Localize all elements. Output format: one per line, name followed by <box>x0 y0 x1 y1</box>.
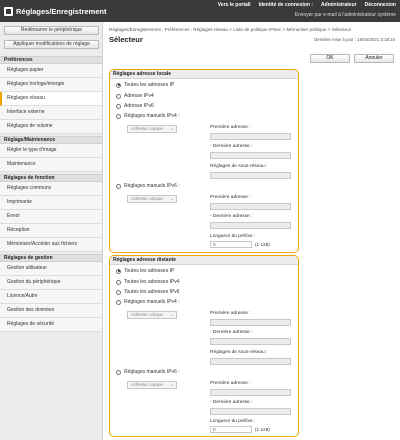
local-ipv6-address-type-select[interactable] <box>127 195 177 203</box>
radio-button-icon[interactable] <box>116 94 121 99</box>
app-title: Réglages/Enregistrement <box>16 7 107 16</box>
last-updated: Dernière mise à jour : 15/04/2021 3:18:15 <box>313 37 395 42</box>
radio-button-icon[interactable] <box>116 290 121 295</box>
option-label: Réglages manuels IPv6 : <box>124 183 180 189</box>
sidebar-item-license[interactable]: Licence/Autre <box>0 290 102 304</box>
first-address-label: Première adresse : <box>210 311 251 316</box>
select-value: Adresse unique <box>131 382 163 387</box>
sidebar-item-common[interactable]: Réglages communs <box>0 182 102 196</box>
last-address-label: - Dernière adresse : <box>210 214 253 219</box>
option-label: Adresse IPv4 <box>124 93 154 99</box>
select-value: Adresse unique <box>131 312 163 317</box>
remote-option-manual-ipv6[interactable] <box>116 369 180 375</box>
local-option-manual-ipv4[interactable] <box>116 113 180 119</box>
page-title: Sélecteur <box>109 35 143 44</box>
chevron-down-icon: ⌄ <box>169 196 174 202</box>
select-value: Adresse unique <box>131 196 163 201</box>
ok-button[interactable]: OK <box>310 54 350 63</box>
user-name: Administrateur <box>321 2 357 8</box>
remote-option-all-ipv4[interactable] <box>116 279 180 285</box>
first-address-label: Première adresse : <box>210 381 251 386</box>
option-label: Réglages manuels IPv6 : <box>124 369 180 375</box>
local-ipv4-subnet-input[interactable] <box>210 172 291 179</box>
option-label: Réglages manuels IPv4 : <box>124 113 180 119</box>
remote-ipv4-address-type-select[interactable] <box>127 311 177 319</box>
sidebar-item-clock-energy[interactable]: Réglages horloge/énergie <box>0 78 102 92</box>
sidebar-item-printer[interactable]: Imprimante <box>0 196 102 210</box>
radio-button-icon[interactable] <box>116 104 121 109</box>
radio-button-icon[interactable] <box>116 114 121 119</box>
local-option-manual-ipv6[interactable] <box>116 183 180 189</box>
local-ipv4-address-type-select[interactable] <box>127 125 177 133</box>
top-bar <box>0 0 400 22</box>
remote-ipv6-address-type-select[interactable] <box>127 381 177 389</box>
option-label: Adresse IPv6 <box>124 103 154 109</box>
local-address-heading: Réglages adresse locale <box>110 70 298 79</box>
subnet-label: Réglages de sous-réseau : <box>210 164 268 169</box>
radio-button-icon[interactable] <box>116 280 121 285</box>
printer-logo-icon <box>4 7 13 16</box>
local-option-ipv4[interactable] <box>116 93 154 99</box>
first-address-label: Première adresse : <box>210 195 251 200</box>
sidebar-item-receive[interactable]: Réception <box>0 224 102 238</box>
option-label: Toutes les adresses IPv6 <box>124 289 180 295</box>
sidebar-item-security[interactable]: Réglages de sécurité <box>0 318 102 332</box>
last-address-label: - Dernière adresse : <box>210 400 253 405</box>
remote-ipv4-subnet-input[interactable] <box>210 358 291 365</box>
brand <box>4 5 106 18</box>
sidebar-item-data-management[interactable]: Gestion des données <box>0 304 102 318</box>
sidebar-item-user-management[interactable]: Gestion utilisateur <box>0 262 102 276</box>
local-option-all-ip[interactable] <box>116 82 174 88</box>
sidebar-section-title: Réglages de fonction <box>0 174 102 182</box>
local-ipv4-first-address-input[interactable] <box>210 133 291 140</box>
sidebar-item-volume[interactable]: Réglages de volume <box>0 120 102 134</box>
remote-option-all-ip[interactable] <box>116 268 174 274</box>
last-address-label: - Dernière adresse : <box>210 144 253 149</box>
radio-button-icon[interactable] <box>116 300 121 305</box>
option-label: Toutes les adresses IP <box>124 82 175 88</box>
prefix-length-label: Longueur du préfixe : <box>210 234 256 239</box>
chevron-down-icon: ⌄ <box>169 126 174 132</box>
email-admin-link[interactable]: Envoyer par e-mail à l'administrateur système <box>294 12 396 18</box>
last-address-label: - Dernière adresse : <box>210 330 253 335</box>
local-option-ipv6[interactable] <box>116 103 154 109</box>
local-ipv6-last-address-input[interactable] <box>210 222 291 229</box>
radio-button-icon[interactable] <box>116 184 121 189</box>
sidebar <box>0 22 103 440</box>
portal-link[interactable]: Vers le portail <box>217 2 251 8</box>
chevron-down-icon: ⌄ <box>169 382 174 388</box>
remote-address-heading: Réglages adresse distante <box>110 256 298 265</box>
restart-device-button[interactable]: Redémarrer le périphérique <box>4 26 99 35</box>
sidebar-section-title: Réglage/Maintenance <box>0 136 102 144</box>
remote-prefix-length-input[interactable]: 0 <box>210 426 252 433</box>
select-value: Adresse unique <box>131 126 163 131</box>
sidebar-item-maintenance[interactable]: Maintenance <box>0 158 102 172</box>
sidebar-item-image-type[interactable]: Régler le type d'image <box>0 144 102 158</box>
remote-ipv6-first-address-input[interactable] <box>210 389 291 396</box>
sidebar-item-network[interactable]: Réglages réseau <box>0 92 102 106</box>
remote-option-all-ipv6[interactable] <box>116 289 180 295</box>
sidebar-section-title: Préférences <box>0 56 102 64</box>
breadcrumb: Réglages/Enregistrement : Préférences : Réglages réseau > Liste de politique IPSec > Mémoriser politique > Sélecteur <box>109 27 352 32</box>
radio-button-icon[interactable] <box>116 269 121 274</box>
radio-button-icon[interactable] <box>116 370 121 375</box>
sidebar-item-send[interactable]: Envoi <box>0 210 102 224</box>
sidebar-item-store-files[interactable]: Mémoriser/Accéder aux fichiers <box>0 238 102 252</box>
main-content <box>104 22 400 440</box>
first-address-label: Première adresse : <box>210 125 251 130</box>
sidebar-item-device-management[interactable]: Gestion du périphérique <box>0 276 102 290</box>
radio-button-icon[interactable] <box>116 83 121 88</box>
login-identity-label: Identité de connexion : <box>258 2 314 8</box>
chevron-down-icon: ⌄ <box>169 312 174 318</box>
local-ipv4-last-address-input[interactable] <box>210 152 291 159</box>
remote-ipv4-first-address-input[interactable] <box>210 319 291 326</box>
option-label: Réglages manuels IPv4 : <box>124 299 180 305</box>
local-prefix-length-input[interactable]: 0 <box>210 241 252 248</box>
subnet-label: Réglages de sous-réseau : <box>210 350 268 355</box>
remote-ipv4-last-address-input[interactable] <box>210 338 291 345</box>
apply-settings-button[interactable]: Appliquer modifications de réglage <box>4 40 99 49</box>
prefix-range-hint: (1-128) <box>255 427 270 432</box>
option-label: Toutes les adresses IP <box>124 268 175 274</box>
top-links <box>218 2 396 8</box>
cancel-button[interactable]: Annuler <box>354 54 394 63</box>
prefix-range-hint: (1-128) <box>255 242 270 247</box>
prefix-length-label: Longueur du préfixe : <box>210 419 256 424</box>
local-address-panel <box>109 69 299 253</box>
sidebar-section-title: Réglages de gestion <box>0 254 102 262</box>
remote-address-panel <box>109 255 299 437</box>
remote-ipv6-last-address-input[interactable] <box>210 408 291 415</box>
remote-option-manual-ipv4[interactable] <box>116 299 180 305</box>
sidebar-item-paper[interactable]: Réglages papier <box>0 64 102 78</box>
sidebar-item-external-interface[interactable]: Interface externe <box>0 106 102 120</box>
logout-link[interactable]: Déconnexion <box>364 2 396 8</box>
option-label: Toutes les adresses IPv4 <box>124 279 180 285</box>
local-ipv6-first-address-input[interactable] <box>210 203 291 210</box>
